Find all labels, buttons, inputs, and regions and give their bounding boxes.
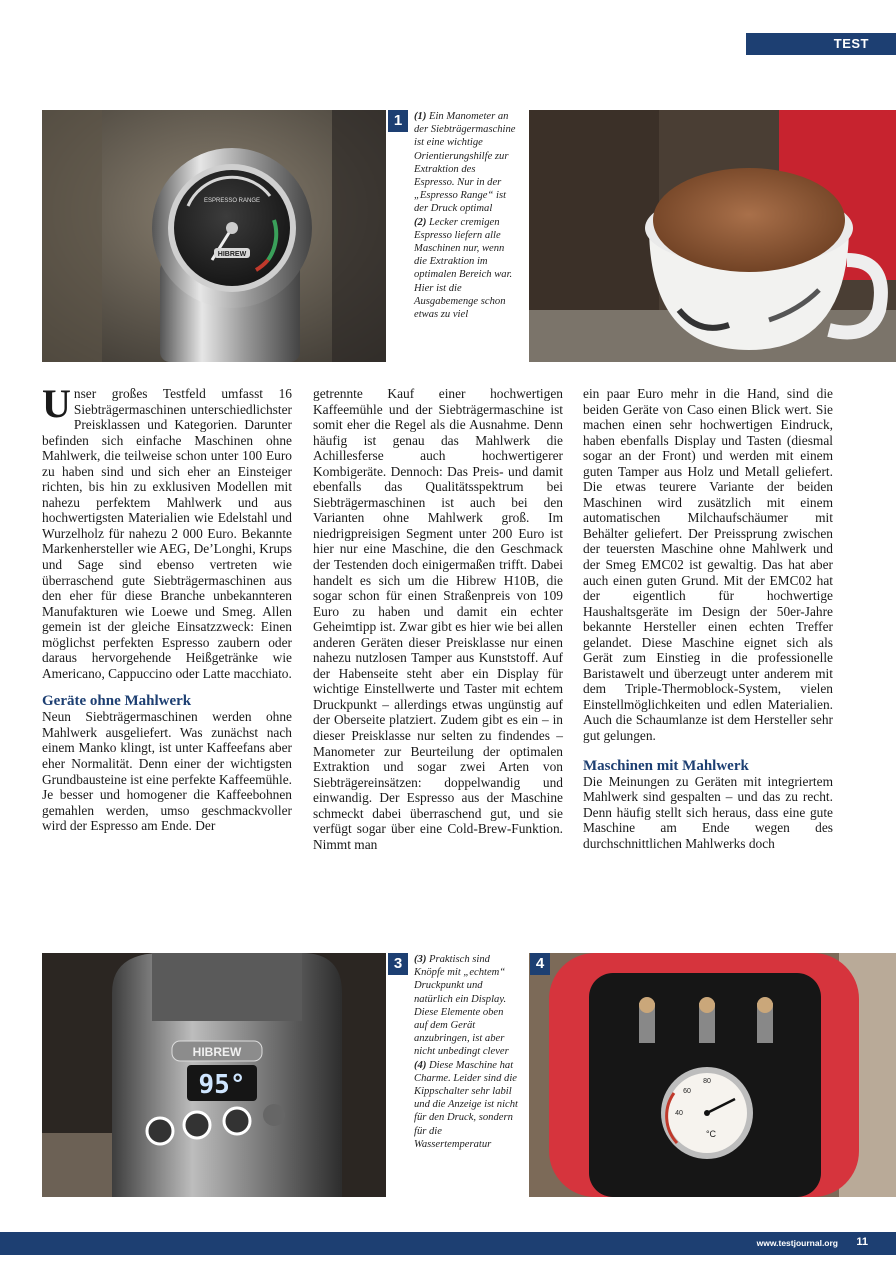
caption-top <box>414 110 518 321</box>
photo-control-panel <box>42 953 386 1197</box>
col3-paragraph-2: Die Meinungen zu Geräten mit integriertem Mahlwerk sind gespalten – und das zu recht. Denn häufig stellt sich heraus, dass eine gute Maschine am Ende wegen des durchschnittlichen Mahlwerks doch <box>583 773 833 851</box>
caption-2-text: Lecker cremigen Espresso liefern alle Maschinen nur, wenn die Extraktion im optimalen Bereich war. Hier ist die Ausgabemenge schon etwas zu viel <box>414 216 513 321</box>
col1-paragraph-2: Neun Siebträgermaschinen werden ohne Mahlwerk ausgeliefert. Was zunächst nach einem Manko klingt, ist unter Kaffeefans aber eher Normalität. Denn einer der wichtigsten Grundbausteine ist eine perfekte Kaffeemühle. Je besser und homogener die Kaffeebohnen gemahlen werden, umso geschmackvoller wird der Espresso am Ende. Der <box>42 709 292 834</box>
panel-display: 95° <box>198 1070 246 1100</box>
caption-3-number: (3) <box>414 954 427 965</box>
caption-1-text: Ein Manometer an der Siebträgermaschine ist eine wichtige Orientierungshilfe zur Extraktion des Espresso. Nur in der „Espresso Range“ ist der Druck optimal <box>414 111 516 215</box>
col2-paragraph-1: getrennte Kauf einer hochwertigen Kaffeemühle und der Siebträgermaschine ist somit eher die Regel als die Ausnahme. Denn häufig ist genau das Mahlwerk die Achillesferse auch hochwertigerer Kombigeräte. Dennoch: Das Preis- und damit ebenfalls das Qualitätsspektrum bei Siebträgermaschinen ist auch bei den Varianten ohne Mahlwerk groß. Im niedrigpreisigen Segment unter 200 Euro ist hier nur eine Maschine, die den Geschmack der Testenden doch einigermaßen trifft. Dabei handelt es sich um die Hibrew H10B, die sogar schon für einen Straßenpreis von 109 Euro zu haben und damit ein echter Geheimtipp ist. Zwar gibt es hier wie bei allen anderen Geräten dieser Preisklasse nur einen nahezu nutzlosen Tamper aus Kunststoff. Auf der Habenseite steht aber ein Display für wichtige Einstellwerte und Taster mit echtem Druckpunkt – allerdings etwas ungünstig auf der Oberseite platziert. Zudem gibt es ein – in dieser Preisklasse nur selten zu findendes – Manometer zur Beurteilung der optimalen Extraktion und sogar zwei Arten von Siebträgereinsätzen: doppelwandig und einwandig. Der Espresso aus der Maschine schmeckt dabei überraschend gut, und sie verfügt sogar über eine Cold-Brew-Funktion. Nimmt man <box>313 386 563 852</box>
footer-url[interactable]: www.testjournal.org <box>756 1238 838 1248</box>
footer-bar <box>0 1232 896 1255</box>
gauge-brand: HIBREW <box>217 251 247 258</box>
photo-red-machine <box>529 953 896 1197</box>
section-tag: TEST <box>746 33 896 55</box>
caption-bottom <box>414 953 518 1151</box>
caption-3-text: Praktisch sind Knöpfe mit „echtem“ Druckpunkt und natürlich ein Display. Diese Elemente oben auf dem Gerät anzubringen, ist aber nicht unbedingt clever <box>414 954 509 1058</box>
col1-paragraph-1: nser großes Testfeld umfasst 16 Siebträgermaschinen unterschiedlichster Preisklassen und Kategorien. Darunter befinden sich einfache Maschinen ohne Mahlwerk, die teilweise schon unter 100 Euro zu haben sind und sich eher an Einsteiger richten, bis hin zu exklusiven Modellen mit nahezu perfektem Mahlwerk und aus hochwertigsten Materialien wie Edelstahl und Wurzelholz für nahezu 2 000 Euro. Bekannte Markenhersteller wie AEG, De’Longhi, Krups und Sage sind ebenso vertreten wie überraschend gute Siebträgermaschinen aus den eher für diese Branche unbekannteren Manufakturen wie Loewe und Smeg. Allen gemein ist der gleiche Einsatzzweck: Einen möglichst perfekten Espresso zaubern oder daraus hervorgehende Heißgetränke wie Americano, Cappuccino oder Latte macchiato. <box>42 386 292 681</box>
page-number: 11 <box>856 1236 868 1248</box>
caption-2-number: (2) <box>414 216 427 228</box>
gauge-unit: °C <box>705 1129 717 1139</box>
photo-number-4: 4 <box>530 953 550 975</box>
article-column-2 <box>313 386 563 852</box>
gauge-mark-80: 80 <box>703 1078 711 1085</box>
article-column-1 <box>42 381 292 834</box>
photo-espresso-cup <box>529 110 896 362</box>
gauge-mark-40: 40 <box>675 1110 683 1117</box>
article-column-3 <box>583 386 833 851</box>
caption-4-text: Diese Maschine hat Charme. Leider sind die Kippschalter sehr labil und die Anzeige ist nicht für den Druck, sondern für die Wassertemperatur <box>414 1059 518 1150</box>
dropcap: U <box>42 381 71 426</box>
col3-paragraph-1: ein paar Euro mehr in die Hand, sind die beiden Geräte von Caso einen Blick wert. Sie machen einen sehr hochwertigen Eindruck, haben ebenfalls Display und Tasten (diesmal sogar an der Front) und werden mit einem guten Tamper aus Holz und Metall geliefert. Die etwas teurere Variante der beiden Maschinen wird zusätzlich mit einem automatischen Milchaufschäumer mit Behälter geliefert. Der Preissprung zwischen der teuersten Maschine ohne Mahlwerk und der Smeg EMC02 ist gewaltig. Das hat aber auch einen guten Grund. Mit der EMC02 hat der eigentlich für hochwertige Haushaltsgeräte im Design der 50er-Jahre bekannte Hersteller einen echten Treffer gelandet. Diese Maschine eignet sich als Gerät zum Einstieg in die professionelle Baristawelt und überzeugt unter anderem mit dem Triple-Thermoblock-System, vielen Einstellmöglichkeiten und edlen Materialien. Auch die Schaumlanze ist dem Hersteller sehr gut gelungen. <box>583 386 833 744</box>
gauge-mark-60: 60 <box>683 1088 691 1095</box>
photo-manometer <box>42 110 386 362</box>
caption-4-number: (4) <box>414 1059 427 1071</box>
photo-number-3: 3 <box>388 953 408 975</box>
heading-ohne-mahlwerk: Geräte ohne Mahlwerk <box>42 693 192 710</box>
caption-1-number: (1) <box>414 111 427 122</box>
panel-brand: HIBREW <box>192 1045 242 1059</box>
heading-mit-mahlwerk: Maschinen mit Mahlwerk <box>583 757 749 774</box>
gauge-label: ESPRESSO RANGE <box>203 198 261 204</box>
photo-number-1: 1 <box>388 110 408 132</box>
